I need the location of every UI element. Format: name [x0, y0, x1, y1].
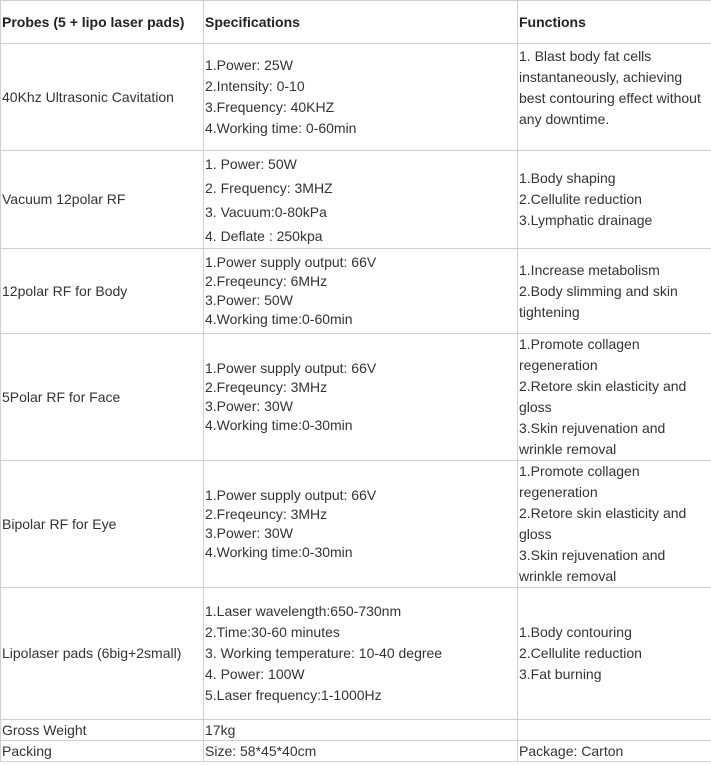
function-cell — [518, 249, 711, 334]
function-line: 3.Fat burning — [519, 666, 602, 682]
spec-line: 4.Working time:0-30min — [205, 417, 353, 433]
spec-line: 2.Freqeuncy: 3MHz — [205, 506, 328, 522]
probe-name: 40Khz Ultrasonic Cavitation — [1, 44, 204, 151]
spec-cell — [204, 249, 518, 334]
packing-row — [1, 741, 711, 762]
spec-cell — [204, 151, 518, 249]
spec-cell — [204, 461, 518, 588]
function-cell — [518, 461, 711, 588]
spec-line: 1.Power: 25W — [205, 57, 293, 73]
spec-line: 5.Laser frequency:1-1000Hz — [205, 687, 382, 703]
table-row — [1, 588, 711, 720]
header-functions: Functions — [518, 1, 711, 44]
table-row — [1, 44, 711, 151]
table-row — [1, 151, 711, 249]
packing-package: Package: Carton — [518, 741, 711, 762]
function-line: 3.Lymphatic drainage — [519, 212, 653, 228]
spec-line: 3. Vacuum:0-80kPa — [205, 203, 327, 220]
function-line: 1.Increase metabolism — [519, 261, 660, 278]
gross-weight-value: 17kg — [204, 720, 518, 741]
spec-line: 4. Power: 100W — [205, 666, 305, 682]
probe-name: Bipolar RF for Eye — [1, 461, 204, 588]
spec-line: 2.Intensity: 0-10 — [205, 78, 305, 94]
function-line: 2.Retore skin elasticity and gloss — [519, 505, 687, 542]
function-line: 3.Skin rejuvenation and wrinkle removal — [519, 547, 666, 584]
packing-label: Packing — [1, 741, 204, 762]
spec-line: 2. Frequency: 3MHZ — [205, 179, 333, 196]
function-line: 1.Body shaping — [519, 170, 616, 186]
spec-line: 4.Working time: 0-60min — [205, 120, 357, 136]
probe-name: Lipolaser pads (6big+2small) — [1, 588, 204, 720]
spec-line: 4.Working time:0-60min — [205, 311, 353, 327]
function-cell — [518, 151, 711, 249]
function-line: 1.Promote collagen regeneration — [519, 463, 640, 500]
spec-line: 3.Power: 50W — [205, 292, 293, 308]
spec-line: 2.Time:30-60 minutes — [205, 624, 340, 640]
function-line: 1.Promote collagen regeneration — [519, 336, 640, 373]
spec-line: 3.Power: 30W — [205, 398, 293, 414]
table-row — [1, 249, 711, 334]
spec-line: 3.Power: 30W — [205, 525, 293, 541]
spec-line: 1.Laser wavelength:650-730nm — [205, 603, 402, 619]
probe-name: 12polar RF for Body — [1, 249, 204, 334]
spec-line: 2.Freqeuncy: 6MHz — [205, 273, 328, 289]
function-line: 2.Body slimming and skin tightening — [519, 282, 678, 320]
function-cell — [518, 44, 711, 151]
function-line: 3.Skin rejuvenation and wrinkle removal — [519, 420, 666, 457]
header-probes: Probes (5 + lipo laser pads) — [1, 1, 204, 44]
header-specifications: Specifications — [204, 1, 518, 44]
spec-line: 1.Power supply output: 66V — [205, 254, 377, 270]
function-line: 2.Cellulite reduction — [519, 191, 642, 207]
gross-weight-label: Gross Weight — [1, 720, 204, 741]
table-row — [1, 461, 711, 588]
spec-line: 1.Power supply output: 66V — [205, 487, 377, 503]
function-line: 1.Body contouring — [519, 624, 632, 640]
spec-cell — [204, 44, 518, 151]
function-line: 2.Cellulite reduction — [519, 645, 642, 661]
function-line: 1. Blast body fat cells instantaneously, achieving best contouring effect without any downtime. — [519, 48, 701, 127]
spec-line: 3.Frequency: 40KHZ — [205, 99, 335, 115]
table-row — [1, 334, 711, 461]
spec-line: 2.Freqeuncy: 3MHz — [205, 379, 328, 395]
packing-size: Size: 58*45*40cm — [204, 741, 518, 762]
function-cell — [518, 588, 711, 720]
spec-line: 1.Power supply output: 66V — [205, 360, 377, 376]
spec-cell — [204, 588, 518, 720]
spec-line: 3. Working temperature: 10-40 degree — [205, 645, 443, 661]
header-row — [1, 1, 711, 44]
gross-weight-empty — [518, 720, 711, 741]
spec-line: 4. Deflate : 250kpa — [205, 227, 323, 244]
probe-name: Vacuum 12polar RF — [1, 151, 204, 249]
spec-cell — [204, 334, 518, 461]
gross-weight-row — [1, 720, 711, 741]
function-cell — [518, 334, 711, 461]
spec-line: 1. Power: 50W — [205, 155, 297, 172]
spec-line: 4.Working time:0-30min — [205, 544, 353, 560]
function-line: 2.Retore skin elasticity and gloss — [519, 378, 687, 415]
probe-name: 5Polar RF for Face — [1, 334, 204, 461]
